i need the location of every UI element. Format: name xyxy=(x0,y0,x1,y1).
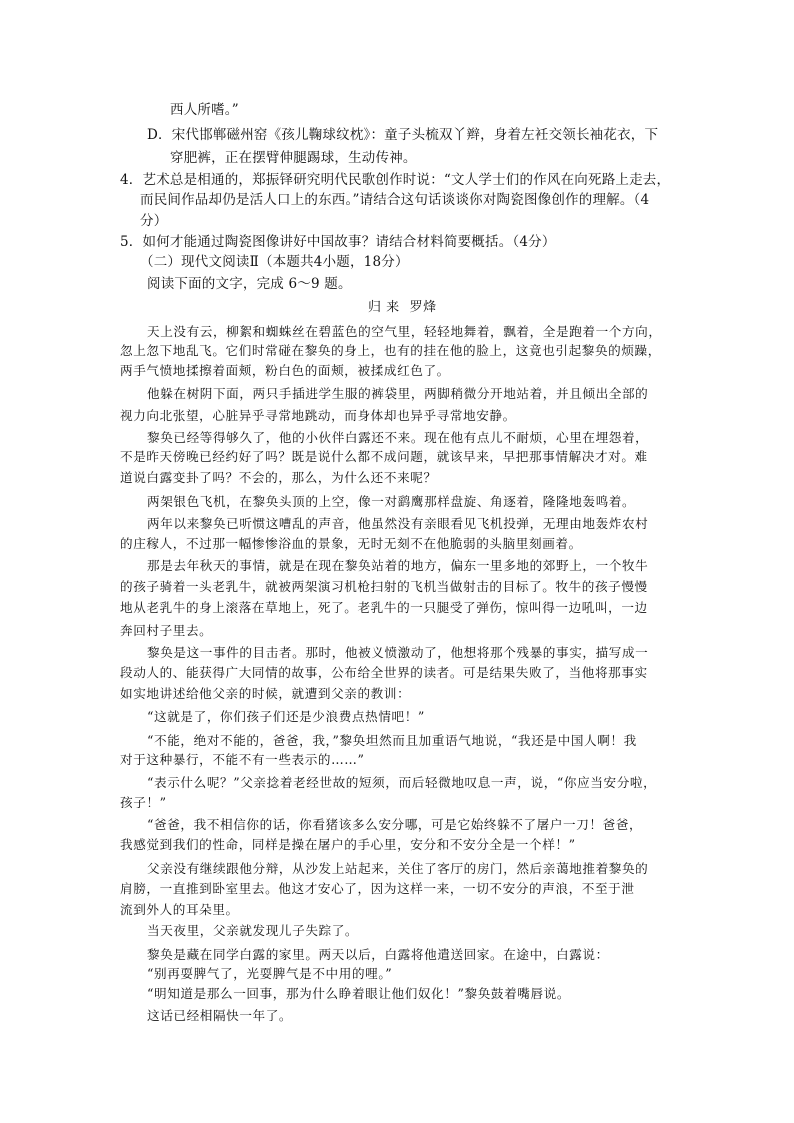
article-line: 肩膀，一直推到卧室里去。他这才安心了，因为这样一来，一切不安分的声浪，不至于泄 xyxy=(120,881,635,896)
article-line: “爸爸，我不相信你的话，你看猪该多么安分哪，可是它始终躲不了屠户一刀！爸爸， xyxy=(147,817,643,832)
article-line: 地从老乳牛的身上滚落在草地上，死了。老乳牛的一只腿受了弹伤，惊叫得一边吼叫，一边 xyxy=(120,600,648,615)
article-line: 忽上忽下地乱飞。它们时常碰在黎奂的身上，也有的挂在他的脸上，这竟也引起黎奂的烦躁， xyxy=(120,343,661,358)
article-line: 对于这种暴行，不能不有一些表示的……” xyxy=(120,752,365,767)
question-4-line-3: 分） xyxy=(140,213,168,229)
article-line: 的庄稼人，不过那一幅惨惨浴血的景象，无时无刻不在他脆弱的头脑里刻画着。 xyxy=(120,536,582,551)
article-line: 黎奂是藏在同学白露的家里。两天以后，白露将他遣送回家。在途中，白露说： xyxy=(147,947,609,962)
article-line: “这就是了，你们孩子们还是少浪费点热情吧！” xyxy=(147,709,425,724)
article-line: 道说白露变卦了吗？不会的，那么，为什么还不来呢？ xyxy=(120,470,437,485)
option-c-tail: 西人所嗜。” xyxy=(170,102,239,118)
article-line: 奔回村子里去。 xyxy=(120,623,213,638)
article-line: 视力向北张望，心脏异乎寻常地跳动，而身体却也异乎寻常地安静。 xyxy=(120,408,516,423)
article-line: 这话已经相隔快一年了。 xyxy=(147,1008,293,1023)
option-d-line-2: 穿肥裤，正在摆臂伸腿踢球，生动传神。 xyxy=(170,150,417,166)
section-heading: （二）现代文阅读Ⅱ（本题共4小题，18分） xyxy=(140,254,409,270)
article-line: 他躲在树阴下面，两只手插进学生服的裤袋里，两脚稍微分开地站着，并且倾出全部的 xyxy=(147,386,649,401)
article-title: 归 来 xyxy=(368,300,400,315)
question-5: 5．如何才能通过陶瓷图像讲好中国故事？请结合材料简要概括。（4分） xyxy=(120,234,556,250)
article-line: 我感觉到我们的性命，同样是操在屠户的手心里，安分和不安分全是一个样！” xyxy=(120,837,576,852)
article-line: 黎奂是这一事件的目击者。那时，他被义愤激动了，他想将那个残暴的事实，描写成一 xyxy=(147,645,649,660)
article-line: “别再耍脾气了，光耍脾气是不中用的哩。” xyxy=(147,966,393,981)
article-line: “不能，绝对不能的，爸爸，我，”黎奂坦然而且加重语气地说，“我还是中国人啊！我 xyxy=(147,733,637,748)
option-d-line-1: D．宋代邯郸磁州窑《孩儿鞠球纹枕》：童子头梳双丫辫，身着左衽交领长袖花衣，下 xyxy=(147,127,659,143)
article-line: 当天夜里，父亲就发现儿子失踪了。 xyxy=(147,923,359,938)
question-4-line-1: 4．艺术总是相通的，郑振铎研究明代民歌创作时说：“文人学士们的作风在向死路上走去， xyxy=(120,172,671,188)
article-title-line xyxy=(368,296,437,315)
article-line: 父亲没有继续跟他分辩，从沙发上站起来，关住了客厅的房门，然后亲蔼地推着黎奂的 xyxy=(147,861,649,876)
article-line: “表示什么呢？”父亲捻着老经世故的短须，而后轻微地叹息一声，说，“你应当安分啦， xyxy=(147,775,657,790)
article-line: 那是去年秋天的事情，就是在现在黎奂站着的地方，偏东一里多地的郊野上，一个牧牛 xyxy=(147,558,649,573)
article-line: 不是昨天傍晚已经约好了吗？既是说什么都不成问题，就该早来，早把那事情解决才对。难 xyxy=(120,449,648,464)
article-line: 流到外人的耳朵里。 xyxy=(120,902,239,917)
article-line: “明知道是那么一回事，那为什么睁着眼让他们奴化！”黎奂鼓着嘴唇说。 xyxy=(147,986,571,1001)
question-4-line-2: 而民间作品却仍是活人口上的东西。”请结合这句话谈谈你对陶瓷图像创作的理解。（4 xyxy=(140,192,650,208)
article-line: 两手气愤地揉擦着面颊，粉白色的面颊，被揉成红色了。 xyxy=(120,363,450,378)
article-author: 罗烽 xyxy=(409,300,437,315)
section-instruction: 阅读下面的文字，完成 6～9 题。 xyxy=(147,276,352,292)
article-line: 的孩子骑着一头老乳牛，就被两架演习机枪扫射的飞机当做射击的目标了。牧牛的孩子慢慢 xyxy=(120,579,648,594)
article-line: 天上没有云，柳絮和蜘蛛丝在碧蓝色的空气里，轻轻地舞着，飘着，全是跑着一个方向， xyxy=(147,324,662,339)
article-line: 两架银色飞机，在黎奂头顶的上空，像一对鹞鹰那样盘旋、角逐着，隆隆地轰鸣着。 xyxy=(147,494,636,509)
article-line: 孩子！” xyxy=(120,795,167,810)
article-line: 段动人的、能获得广大同情的故事，公布给全世界的读者。可是结果失败了，当他将那事实 xyxy=(120,665,648,680)
article-line: 如实地讲述给他父亲的时候，就遭到父亲的教训： xyxy=(120,686,411,701)
article-line: 黎奂已经等得够久了，他的小伙伴白露还不来。现在他有点儿不耐烦，心里在埋怨着， xyxy=(147,430,649,445)
article-line: 两年以来黎奂已听惯这嘈乱的声音，他虽然没有亲眼看见飞机投弹，无理由地轰炸农村 xyxy=(147,516,649,531)
